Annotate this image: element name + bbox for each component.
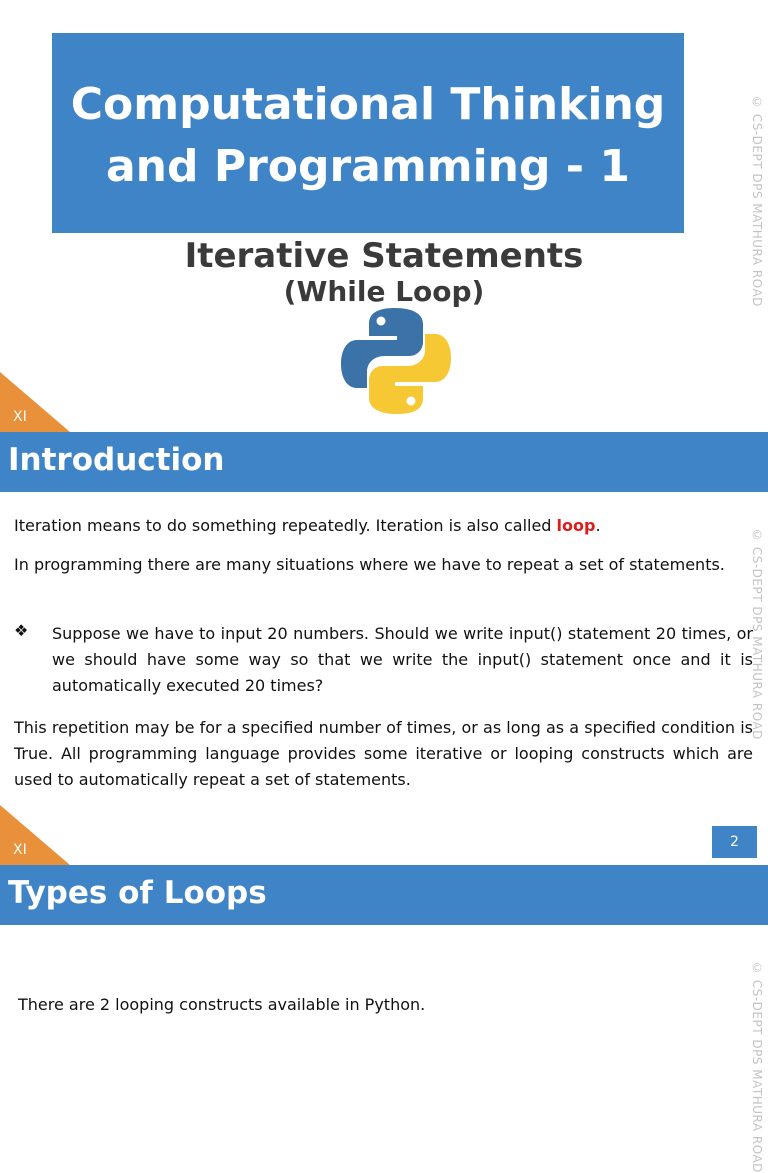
slide-header — [0, 432, 768, 492]
copyright-watermark: © CS-DEPT DPS MATHURA ROAD — [750, 95, 764, 307]
intro-paragraph-3: This repetition may be for a specified number of times, or as long as a specified condition is True. All programming language provides some iterative or looping constructs which are used to automatically repeat a set of statements. — [14, 718, 753, 789]
highlight-loop: loop — [556, 516, 596, 535]
slide-header-title: Introduction — [8, 442, 225, 478]
types-of-loops-slide — [0, 865, 768, 1173]
intro-paragraph-2: In programming there are many situations where we have to repeat a set of statements. — [14, 555, 725, 574]
types-paragraph-1: There are 2 looping constructs available in Python. — [18, 995, 426, 1014]
slide-header — [0, 865, 768, 925]
slide-header-title: Types of Loops — [8, 875, 267, 911]
diamond-bullet-icon: ❖ — [14, 621, 29, 640]
copyright-watermark: © CS-DEPT DPS MATHURA ROAD — [750, 528, 764, 740]
python-logo-icon — [341, 306, 451, 416]
intro-paragraph-1-text: Iteration means to do something repeatedly. Iteration is also called — [14, 516, 557, 535]
page-number: 2 — [712, 826, 757, 858]
title-line-1: Computational Thinking — [70, 79, 666, 130]
title-banner — [52, 33, 684, 233]
copyright-watermark: © CS-DEPT DPS MATHURA ROAD — [750, 961, 764, 1173]
corner-triangle-icon — [0, 805, 70, 865]
corner-triangle-icon — [0, 372, 70, 432]
corner-ribbon — [0, 372, 70, 432]
corner-ribbon — [0, 805, 70, 865]
introduction-slide — [0, 432, 768, 865]
corner-label: XI — [13, 842, 27, 858]
subtitle-line-2: (While Loop) — [283, 275, 485, 308]
bullet-item: Suppose we have to input 20 numbers. Should we write input() statement 20 times, or we should have some way so that we write the input() statement once and it is automatically executed 20 times? — [52, 624, 753, 695]
intro-paragraph-1-end: . — [595, 516, 601, 535]
corner-label: XI — [13, 409, 27, 425]
subtitle-line-1: Iterative Statements — [184, 236, 584, 276]
title-slide — [0, 0, 768, 432]
intro-paragraph-1 — [14, 513, 753, 539]
title-line-2: and Programming - 1 — [105, 141, 630, 192]
